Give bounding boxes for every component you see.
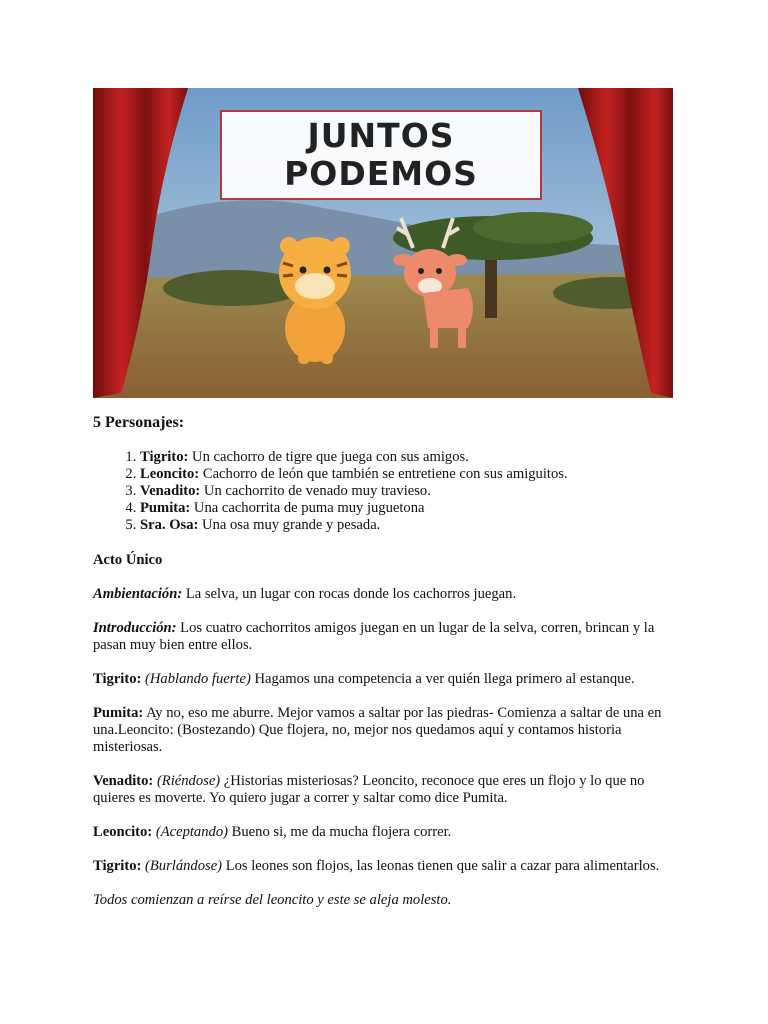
personajes-heading: 5 Personajes: [93, 414, 185, 431]
title-box [220, 110, 542, 200]
list-item: 5. Sra. Osa: Una osa muy grande y pesada. [140, 517, 683, 534]
title-line-1: JUNTOS [307, 116, 455, 155]
introduccion-paragraph: Introducción: Los cuatro cachorritos amigos juegan en un lugar de la selva, corren, brincan y la pasan muy bien entre ellos. [93, 620, 655, 653]
stage-direction: Todos comienzan a reírse del leoncito y este se aleja molesto. [93, 892, 452, 908]
dialogue-line: Tigrito: (Burlándose) Los leones son flojos, las leonas tienen que salir a cazar para alimentarlos. [93, 858, 660, 874]
dialogue-line: Leoncito: (Aceptando) Bueno si, me da mucha flojera correr. [93, 824, 452, 840]
list-item: 3. Venadito: Un cachorrito de venado muy travieso. [140, 483, 683, 500]
list-item: 1. Tigrito: Un cachorro de tigre que juega con sus amigos. [140, 449, 683, 466]
ambientacion-paragraph: Ambientación: La selva, un lugar con rocas donde los cachorros juegan. [93, 586, 517, 602]
list-item: 2. Leoncito: Cachorro de león que también se entretiene con sus amiguitos. [140, 466, 683, 483]
character-list [93, 449, 683, 534]
dialogue-line: Pumita: Ay no, eso me aburre. Mejor vamos a saltar por las piedras- Comienza a saltar de una en una.Leoncito: (Bostezando) Que flojera, no, mejor nos quedamos aquí y contamos historia misteriosas. [93, 705, 662, 755]
title-line-2: PODEMOS [284, 154, 478, 193]
document-body [93, 414, 683, 926]
cover-banner [93, 88, 673, 398]
list-item: 4. Pumita: Una cachorrita de puma muy juguetona [140, 500, 683, 517]
act-heading: Acto Único [93, 552, 163, 568]
dialogue-line: Tigrito: (Hablando fuerte) Hagamos una competencia a ver quién llega primero al estanque. [93, 671, 635, 687]
dialogue-line: Venadito: (Riéndose) ¿Historias misteriosas? Leoncito, reconoce que eres un flojo y lo que no quieres es moverte. Yo quiero jugar a correr y saltar como dice Pumita. [93, 773, 645, 806]
